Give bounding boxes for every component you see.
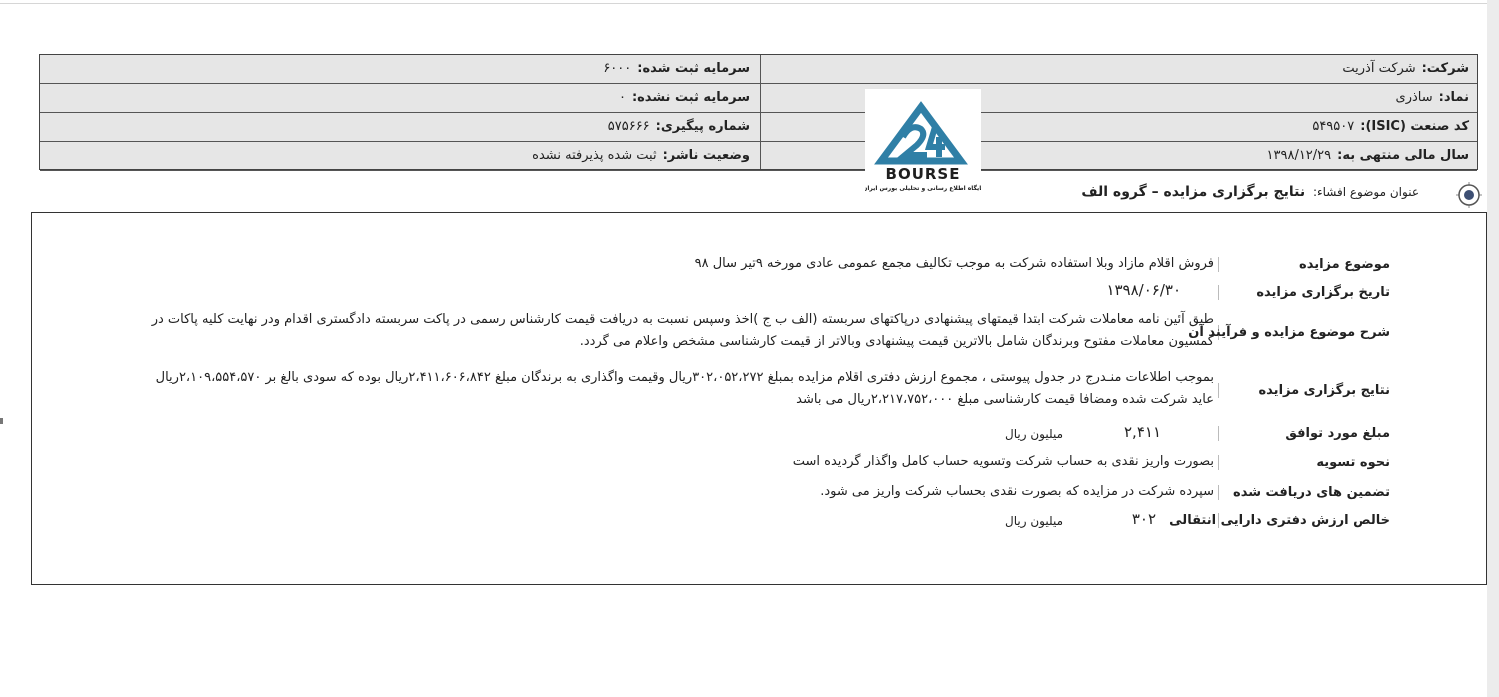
net-book-unit: میلیون ریال [1005, 514, 1063, 528]
logo-text: BOURSE [885, 165, 961, 183]
company-cell [769, 55, 1469, 83]
registered-capital-label: سرمایه ثبت شده: [637, 61, 750, 76]
auction-details-box [31, 212, 1487, 585]
publisher-status-cell [50, 142, 750, 170]
fiscal-value: ۱۳۹۸/۱۲/۲۹ [1266, 148, 1332, 163]
unregistered-capital-label: سرمایه ثبت نشده: [631, 90, 750, 105]
tracking-cell [50, 113, 750, 141]
date-label: تاریخ برگزاری مزایده [1218, 285, 1393, 300]
info-row-symbol [40, 84, 1477, 113]
net-book-value: ۳۰۲ [1131, 510, 1156, 528]
page-scroll-strip [1487, 0, 1499, 697]
isic-label: کد صنعت (ISIC): [1360, 119, 1469, 134]
unregistered-capital-cell [50, 84, 750, 112]
results-value: بموجب اطلاعات منـدرج در جدول پیوستی ، مجموع ارزش دفتری اقلام مزایده بمبلغ ۳۰۲،۰۵۲،۲۷۲ریال وقیمت واگذاری به برندگان مبلغ ۲،۴۱۱،۶۰۶،۸۴۲ریال بوده که سودی بالغ بر ۲،۱۰۹،۵۵۴،۵۷۰ریال عاید شرکت شده ومضافا قیمت کارشناسی مبلغ ۲،۲۱۷،۷۵۲،۰۰۰ریال می باشد [155, 370, 1214, 407]
agreed-amount-unit: میلیون ریال [1005, 427, 1063, 441]
settlement-value: بصورت واریز نقدی به حساب شرکت وتسویه حساب کامل واگذار گردیده است [792, 454, 1214, 469]
logo-subtitle: پایگاه اطلاع رسانی و تحلیلی بورس ایران [865, 185, 981, 192]
fiscal-label: سال مالی منتهی به: [1337, 148, 1469, 163]
unregistered-capital-value: ۰ [618, 90, 626, 105]
date-value: ۱۳۹۸/۰۶/۳۰ [1106, 281, 1181, 299]
disclosure-title-label: عنوان موضوع افشاء: [1312, 185, 1419, 199]
process-label: شرح موضوع مزایده و فرآیند آن [1218, 325, 1393, 340]
subject-label: موضوع مزایده [1218, 257, 1393, 272]
guarantee-label: تضمین های دریافت شده [1218, 485, 1393, 500]
symbol-label: نماد: [1438, 90, 1469, 105]
company-label: شرکت: [1421, 61, 1469, 76]
registered-capital-value: ۶۰۰۰ [603, 61, 632, 76]
top-divider [0, 3, 1487, 4]
info-row-isic [40, 113, 1477, 142]
registered-capital-cell [50, 55, 750, 83]
disclosure-title-value: نتایج برگزاری مزایده – گروه الف [1081, 184, 1306, 200]
publisher-status-value: ثبت شده پذیرفته نشده [532, 148, 657, 163]
agreed-amount-label: مبلغ مورد توافق [1218, 426, 1393, 441]
target-bullet-icon [1455, 181, 1483, 209]
net-book-label: خالص ارزش دفتری دارایی انتقالی [1218, 513, 1393, 528]
settlement-label: نحوه تسویه [1218, 455, 1393, 470]
publisher-status-label: وضعیت ناشر: [662, 148, 750, 163]
isic-value: ۵۴۹۵۰۷ [1312, 119, 1355, 134]
info-table-divider [760, 55, 761, 169]
process-value: طبق آئین نامه معاملات شرکت ابتدا قیمتهای پیشنهادی درپاکتهای سربسته (الف ب ج )اخذ وسپس نسبت به دریافت قیمت کارشناس رسمی در پاکت سربسته دادگستری اقدام ودر نهایت کلیه پاکات در کمسیون معاملات مفتوح وبرندگان شامل بالاترین قیمت پیشنهادی وبالاتر از قیمت کارشناسی مشخص واعلام می گردد. [151, 312, 1214, 349]
tracking-value: ۵۷۵۶۶۶ [607, 119, 650, 134]
company-value: شرکت آذریت [1342, 61, 1416, 76]
guarantee-value: سپرده شرکت در مزایده که بصورت نقدی بحساب شرکت واریز می شود. [820, 484, 1214, 499]
disclosure-title [1081, 182, 1419, 202]
agreed-amount-value: ۲,۴۱۱ [1124, 423, 1161, 441]
info-row-fiscal [40, 142, 1477, 171]
subject-value: فروش اقلام مازاد وبلا استفاده شرکت به موجب تکالیف مجمع عمومی عادی مورخه ۹تیر سال ۹۸ [694, 256, 1214, 271]
tracking-label: شماره پیگیری: [655, 119, 750, 134]
symbol-value: ساذری [1395, 90, 1433, 105]
left-edge-marker [0, 418, 3, 424]
info-row-company [40, 55, 1477, 84]
company-info-table [39, 54, 1478, 170]
bourse-logo [865, 89, 981, 194]
results-label: نتایج برگزاری مزایده [1218, 383, 1393, 398]
bourse-logo-mark [865, 89, 981, 194]
